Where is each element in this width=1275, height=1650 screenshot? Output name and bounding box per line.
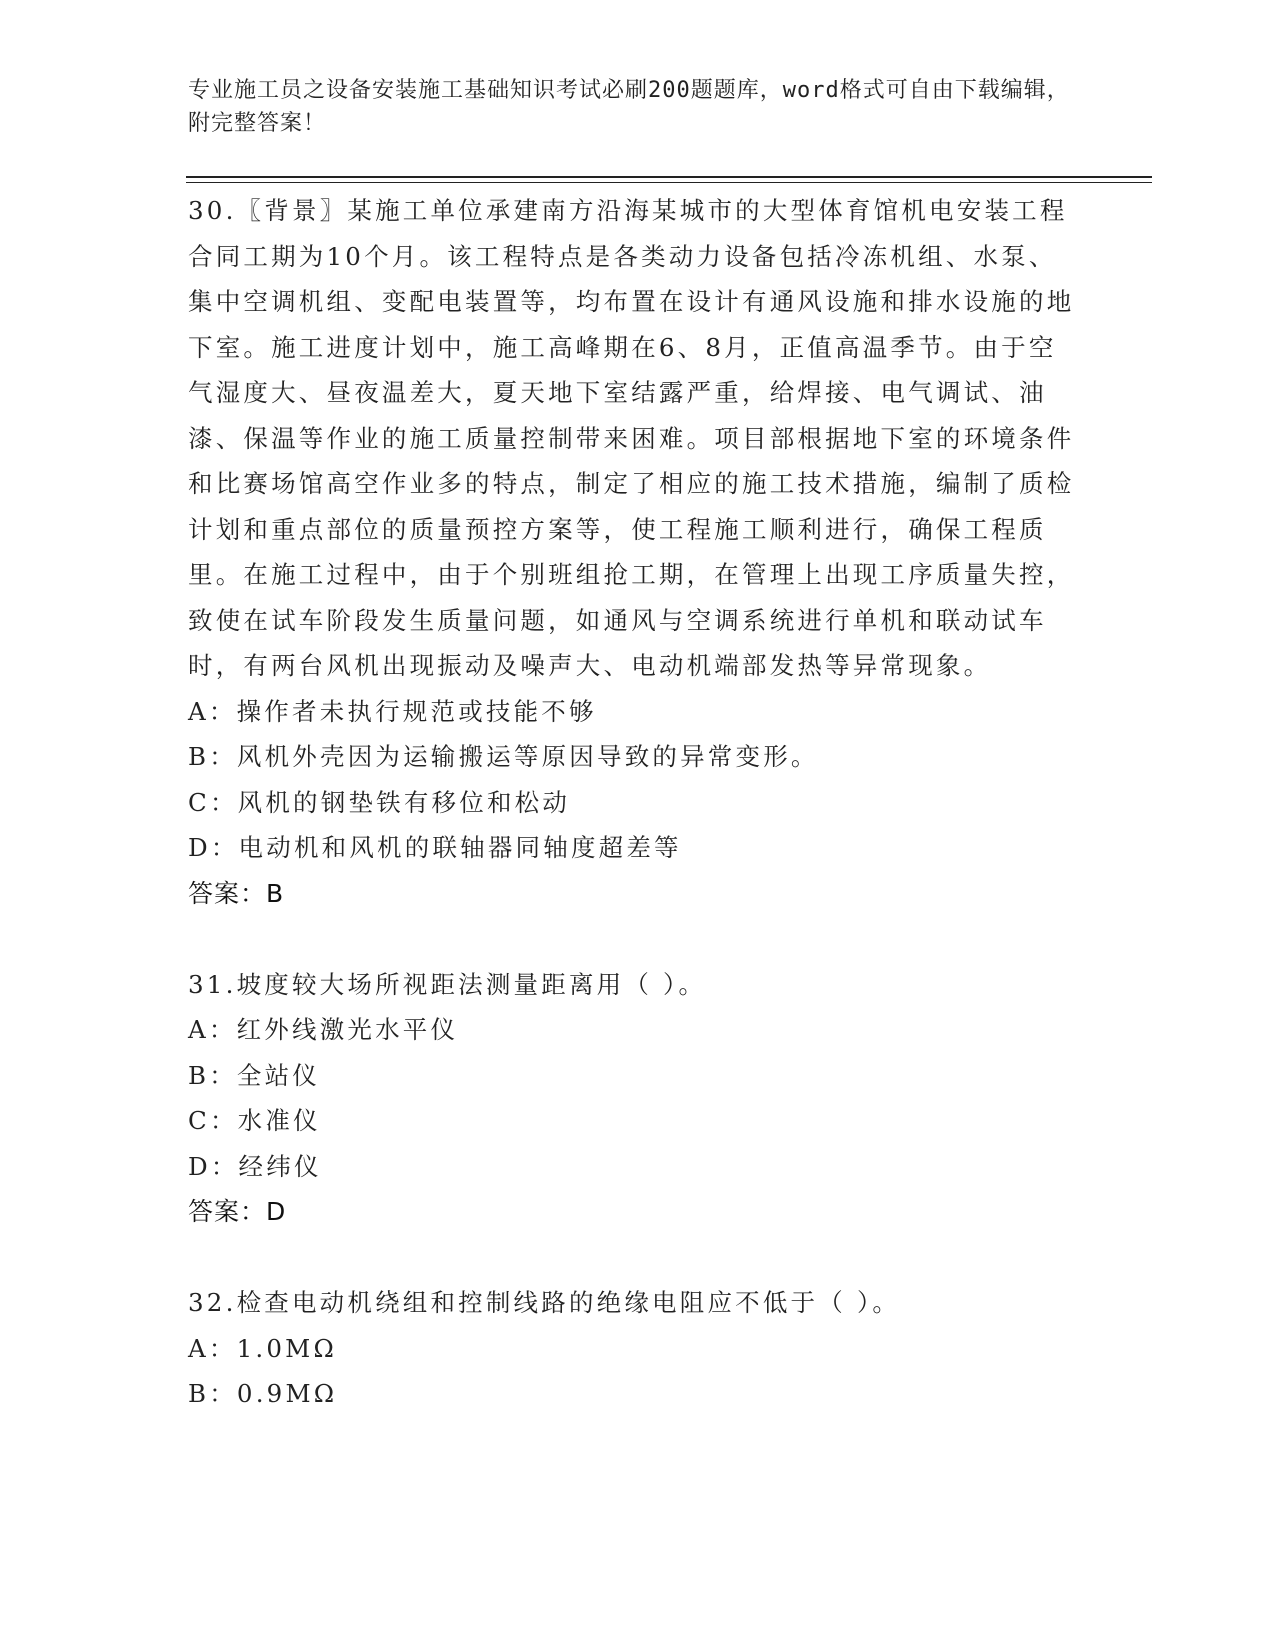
header-divider-thin [186, 182, 1152, 183]
option-a: A：红外线激光水平仪 [188, 1015, 459, 1044]
spacer [188, 917, 1078, 962]
option-c: C：风机的钢垫铁有移位和松动 [188, 787, 571, 817]
question-31 [188, 962, 1078, 1236]
question-32 [188, 1280, 1078, 1417]
option-a: A：操作者未执行规范或技能不够 [188, 696, 597, 726]
option-d: D：电动机和风机的联轴器同轴度超差等 [188, 833, 682, 862]
option-b: B：全站仪 [188, 1060, 321, 1090]
spacer [188, 1235, 1078, 1280]
option-b: B：风机外壳因为运输搬运等原因导致的异常变形。 [188, 742, 819, 771]
document-header: 专业施工员之设备安装施工基础知识考试必刷200题题库，word格式可自由下载编辑，附完整答案！ [188, 78, 1070, 136]
question-stem: 30.〖背景〗某施工单位承建南方沿海某城市的大型体育馆机电安装工程合同工期为10个月。该工程特点是各类动力设备包括冷冻机组、水泵、集中空调机组、变配电装置等，均布置在设计有通风设施和排水设施的地下室。施工进度计划中，施工高峰期在6、8月，正值高温季节。由于空气湿度大、昼夜温差大，夏天地下室结露严重，给焊接、电气调试、油漆、保温等作业的施工质量控制带来困难。项目部根据地下室的环境条件和比赛场馆高空作业多的特点，制定了相应的施工技术措施，编制了质检计划和重点部位的质量预控方案等，使工程施工顺利进行，确保工程质里。在施工过程中，由于个别班组抢工期，在管理上出现工序质量失控，致使在试车阶段发生质量问题，如通风与空调系统进行单机和联动试车时，有两台风机出现振动及噪声大、电动机端部发热等异常现象。 [188, 196, 1075, 680]
question-list [188, 188, 1078, 1417]
question-30 [188, 188, 1078, 917]
option-c: C：水准仪 [188, 1106, 321, 1135]
question-stem: 32.检查电动机绕组和控制线路的绝缘电阻应不低于（ ）。 [188, 1288, 901, 1317]
question-stem: 31.坡度较大场所视距法测量距离用（ ）。 [188, 969, 707, 999]
answer-label: 答案：B [188, 878, 285, 908]
answer-label: 答案：D [188, 1197, 287, 1226]
option-a: A：1.0MΩ [188, 1333, 337, 1363]
option-d: D：经纬仪 [188, 1151, 322, 1181]
header-divider-thick [186, 176, 1152, 178]
option-b: B：0.9MΩ [188, 1379, 338, 1408]
